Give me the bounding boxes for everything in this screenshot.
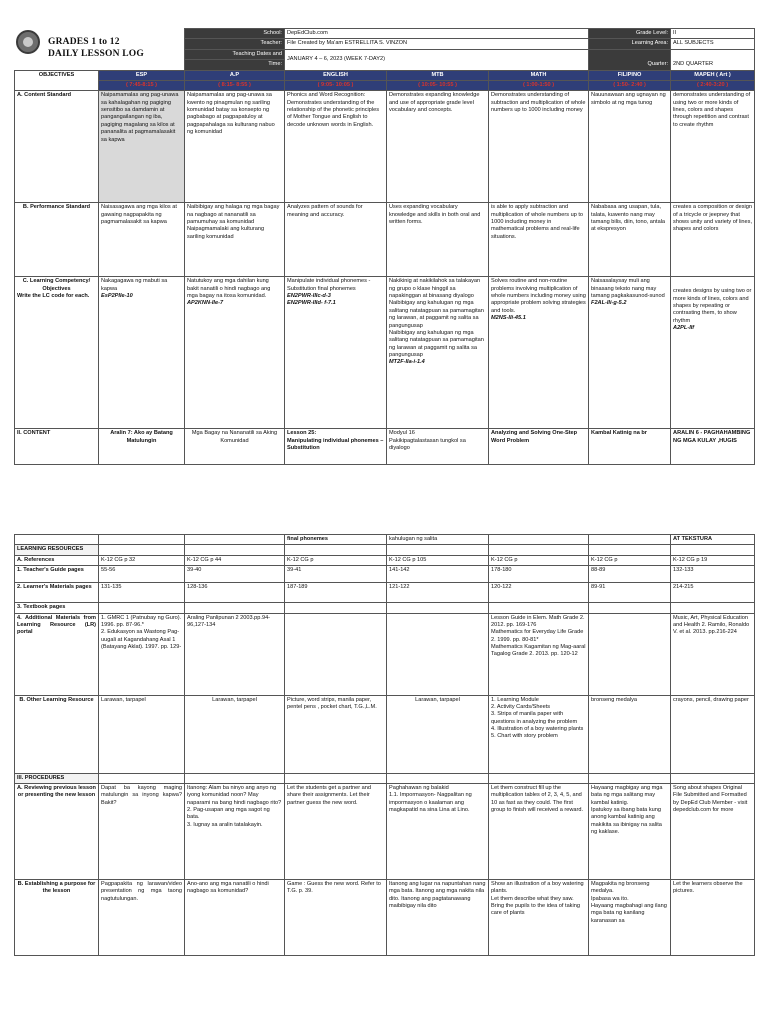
table-cell: 128-136 [185, 583, 285, 603]
competency-code: M2NS-IIi-45.1 [491, 315, 526, 322]
table-cell [185, 603, 285, 613]
grade-level-value: II [671, 29, 755, 39]
competency-code: F2AL-IIi-g-5.2 [591, 300, 627, 307]
table-cell: 88-89 [589, 566, 671, 583]
table-cell: crayons, pencil, drawing paper [671, 695, 755, 773]
table-cell: Game : Guess the new word. Refer to T.G. p. 39. [285, 879, 387, 955]
table-cell: Larawan, tarpapel [387, 695, 489, 773]
competency-code: AP2KNN-IIe-7 [187, 300, 224, 307]
table-row [15, 429, 755, 465]
table-cell: 1. GMRC 1 (Patnubay ng Guro). 1996. pp. 87-96.* 2. Edukasyon sa Wastong Pag-uugali at Kagandahang Asal 1 (Batayang Aklat). 1997. pp. 129- [99, 613, 185, 695]
teaching-dates-value: JANUARY 4 – 6, 2023 (WEEK 7-DAY2) [285, 49, 589, 70]
competency-label [15, 277, 99, 429]
table-cell [99, 277, 185, 429]
subject-ap: A.P [185, 70, 285, 80]
table-cell: Uses expanding vocabulary knowledge and skills in both oral and written forms. [387, 203, 489, 277]
table-cell: Kambal Katinig na br [589, 429, 671, 465]
competency-text: Nakagagawa ng mabuti sa kapwa [101, 278, 168, 292]
table-row [15, 773, 755, 783]
table-cell: Itanong ang lugar na napuntahan nang mga bata. Itanong ang mga nakita nila dito. Itanong ang pagtatanawang maibibigay nila dito [387, 879, 489, 955]
teacher-label: Teacher: [185, 39, 285, 49]
table-cell [671, 603, 755, 613]
table-cell: Let the students get a partner and share their assignments. Let their partner guess the new word. [285, 783, 387, 879]
competency-title: C. Learning Competency/ Objectives [22, 278, 91, 292]
table-cell: K-12 CG p [285, 555, 387, 565]
time-esp: ( 7:45-8:15 ) [99, 80, 185, 90]
table-cell: Ano-ano ang mga nanatili o hindi nagbago sa komunidad? [185, 879, 285, 955]
content-label: II. CONTENT [15, 429, 99, 465]
table-cell: Aralin 7: Ako ay Batang Matulungin [99, 429, 185, 465]
procedures-label: III. PROCEDURES [15, 773, 99, 783]
subject-esp: ESP [99, 70, 185, 80]
table-cell: 178-180 [489, 566, 589, 583]
competency-code: EN2PWR-IIIc-d-3 EN2PWR-IIId- f-7.1 [287, 293, 336, 307]
table-cell: Larawan, tarpapel [185, 695, 285, 773]
competency-sub-label: Write the LC code for each. [17, 293, 90, 299]
table-row [15, 879, 755, 955]
competency-text: Solves routine and non-routine problems involving multiplication of whole numbers including money using appropriate problem solving strategies and tools. [491, 278, 586, 314]
time-mapeh: ( 2:40-3:20 ) [671, 80, 755, 90]
table-cell: Picture, word strips, manila paper, pentel pens , pocket chart, T.G.,L.M. [285, 695, 387, 773]
table-cell [185, 535, 285, 545]
other-resources-label: B. Other Learning Resource [15, 695, 99, 773]
table-cell: K-12 CG p [489, 555, 589, 565]
table-row [15, 203, 755, 277]
table-cell: Demonstrates understanding of subtraction and multiplication of whole numbers up to 1000 including money [489, 91, 589, 203]
table-cell: Song about shapes Original File Submitted and Formatted by DepEd Club Member - visit depedclub.com for more [671, 783, 755, 879]
table-cell: Pagpapakita ng larawan/video presentation ng mga taong nagtutulungan. [99, 879, 185, 955]
quarter-value: 2ND QUARTER [671, 49, 755, 70]
table-cell [285, 277, 387, 429]
references-label: A. References [15, 555, 99, 565]
table-cell: 39-40 [185, 566, 285, 583]
objectives-header: OBJECTIVES [15, 70, 99, 91]
table-cell [285, 613, 387, 695]
table-row [15, 783, 755, 879]
table-cell: Nauunawaan ang ugnayan ng simbolo at ng mga tunog [589, 91, 671, 203]
table-cell [589, 613, 671, 695]
competency-text: Naisasalaysay muli ang binasang teksto nang may tamang pagkakasunod-sunod [591, 278, 665, 299]
table-cell: Mga Bagay na Nananatili sa Aking Komunidad [185, 429, 285, 465]
table-cell [489, 603, 589, 613]
table-cell [99, 535, 185, 545]
learners-materials-label: 2. Learner's Materials pages [15, 583, 99, 603]
additional-materials-label: 4. Additional Materials from Learning Resource (LR) portal [15, 613, 99, 695]
learning-resources-label: LEARNING RESOURCES [15, 545, 99, 555]
learning-area-label: Learning Area: [589, 39, 671, 49]
time-math: ( 1:00-1:50 ) [489, 80, 589, 90]
table-cell: Lesson Guide in Elem. Math Grade 2. 2012. pp. 169-176 Mathematics for Everyday Life Grade 2. 1999. pp. 80-81* Mathematics Kagamitan ng Mag-aaral Tagalog Grade 2. 2013. pp. 120-12 [489, 613, 589, 695]
table-cell: demonstrates understanding of using two or more kinds of lines, colors and shapes through repetition and contrast to create rhythm [671, 91, 755, 203]
table-cell [387, 603, 489, 613]
teachers-guide-label: 1. Teacher's Guide pages [15, 566, 99, 583]
lesson-log-table-bottom [14, 534, 755, 956]
table-cell: 120-122 [489, 583, 589, 603]
competency-code: MT2F-IIa-i-1.4 [389, 359, 425, 366]
teacher-value: File Created by Ma'am ESTRELLITA S. VINZON [285, 39, 589, 49]
table-row [15, 583, 755, 603]
brand-title: GRADES 1 to 12 [48, 37, 120, 47]
table-cell: K-12 CG p 105 [387, 555, 489, 565]
table-cell: 132-133 [671, 566, 755, 583]
table-cell [387, 277, 489, 429]
table-cell: 1. Learning Module 2. Activity Cards/Sheets 3. Strips of manila paper with questions in analyzing the problem 4. Illustration of a boy watering plants 5. Chart with story problem [489, 695, 589, 773]
table-cell: Naipamamalas ang pag-unawa sa kahalagahan ng pagiging sensitibo sa damdamin at pangangailangan ng iba, pagiging magalang sa kilos at pananalita at pagmamalasakit sa kapwa [99, 91, 185, 203]
table-cell: ARALIN 6 - PAGHAHAMBING NG MGA KULAY ,HUGIS [671, 429, 755, 465]
purpose-label: B. Establishing a purpose for the lesson [15, 879, 99, 955]
table-cell [15, 535, 99, 545]
table-row [15, 277, 755, 429]
table-cell: Magpakita ng bronseng medalya. Ipabasa wa ito. Hayaang magbahagi ang ilang mga bata ng kanilang karanasan sa [589, 879, 671, 955]
table-cell: Demonstrates expanding knowledge and use of appropriate grade level vocabulary and concepts. [387, 91, 489, 203]
table-cell: Itanong: Alam ba ninyo ang anyo ng iyong komunidad noon? May naparami na bang hindi nagbago rito? 2. Pag-usapan ang mga sagot ng bata. 3. Iugnay sa aralin tatalakayin. [185, 783, 285, 879]
table-cell: AT TEKSTURA [671, 535, 755, 545]
table-cell: Larawan, tarpapel [99, 695, 185, 773]
table-cell: creates a composition or design of a tricycle or jeepney that shows unity and variety of lines, shapes and colors [671, 203, 755, 277]
table-cell: bronseng medalya [589, 695, 671, 773]
time-label: Time: [185, 60, 285, 70]
table-cell: Lesson 25: Manipulating individual phonemes – Substitution [285, 429, 387, 465]
table-cell [99, 603, 185, 613]
competency-text: creates designs by using two or more kinds of lines, colors and shapes by repeating or contrasting them, to show rhythm [673, 288, 752, 324]
table-row [15, 555, 755, 565]
learning-area-value: ALL SUBJECTS [671, 39, 755, 49]
brand-subtitle: DAILY LESSON LOG [48, 49, 144, 59]
competency-text: Nakikinig at nakikilahok sa talakayan ng grupo o klase hinggil sa napakinggan at binasang diyalogo Naibibigay ang kahulugan ng mga salitang natatagpuan sa pamamagitan ng larawan, at paggamit ng salita sa pangungusap Naibibigay ang kahulugan ng mga salitang natatagpuan sa pamamagitan ng larawan at paggamit ng salita sa pangungusap [389, 278, 484, 358]
table-cell: 121-122 [387, 583, 489, 603]
school-value: DepEdClub.com [285, 29, 589, 39]
quarter-label: Quarter: [589, 49, 671, 70]
table-cell: Let the learners observe the pictures. [671, 879, 755, 955]
table-cell: Paghahawan ng balakid 1.1. Impormasyon- Nagpalitan ng impormasyon o kaalaman ang magkapatid na sina Lina at Lino. [387, 783, 489, 879]
subject-filipino: FILIPINO [589, 70, 671, 80]
table-cell: 39-41 [285, 566, 387, 583]
table-cell: Phonics and Word Recognition: Demonstrates understanding of the relationship of the phonetic principles of Mother Tongue and English to decode unknown words in English. [285, 91, 387, 203]
table-cell: Modyul 16 Pakikipagtalastasan tungkol sa diyalogo [387, 429, 489, 465]
subject-mapeh: MAPEH ( Art ) [671, 70, 755, 80]
table-row [15, 545, 755, 555]
grade-level-label: Grade Level: [589, 29, 671, 39]
table-row [15, 695, 755, 773]
table-cell: 55-56 [99, 566, 185, 583]
table-cell: Hayaang magbigay ang mga bata ng mga salitang may kambal katinig. Ipatukoy sa ibang bata kung anong kambal katinig ang makikita sa ibinigay na salita ng kaklase. [589, 783, 671, 879]
table-cell [589, 535, 671, 545]
table-cell: 131-135 [99, 583, 185, 603]
table-cell: Nababasa ang usapan, tula, talata, kuwento nang may tamang bilis, diin, tono, antala at ekspresyon [589, 203, 671, 277]
table-row [15, 613, 755, 695]
table-cell: Music, Art, Physical Education and Health 2. Ramilo, Ronaldo V. et al. 2013. pp.216-224 [671, 613, 755, 695]
table-row [15, 603, 755, 613]
subject-mtb: MTB [387, 70, 489, 80]
time-english: ( 9:05- 10:05 ) [285, 80, 387, 90]
competency-code: EsP2PIIe-10 [101, 293, 133, 299]
table-row [15, 566, 755, 583]
table-cell [489, 277, 589, 429]
table-cell [185, 277, 285, 429]
table-cell: Analyzing and Solving One-Step Word Problem [489, 429, 589, 465]
table-cell: K-12 CG p 19 [671, 555, 755, 565]
competency-code: A2PL-IIf [673, 325, 695, 332]
table-row [15, 535, 755, 545]
table-cell: is able to apply subtraction and multiplication of whole numbers up to 1000 including money in mathematical problems and real-life situations. [489, 203, 589, 277]
table-cell [671, 277, 755, 429]
competency-text: Natutukoy ang mga dahilan kung bakit nanatili o hindi nagbago ang mga bagay na itosa komunidad. [187, 278, 271, 299]
table-cell: Analyzes pattern of sounds for meaning and accuracy. [285, 203, 387, 277]
table-cell [589, 277, 671, 429]
teaching-dates-label: Teaching Dates and [185, 49, 285, 59]
competency-text: Manipulate individual phonemes -Substitution final phonemes [287, 278, 371, 292]
subject-math: MATH [489, 70, 589, 80]
table-cell: 187-189 [285, 583, 387, 603]
time-ap: ( 8:15- 8:55 ) [185, 80, 285, 90]
time-filipino: ( 1:50- 2:40 ) [589, 80, 671, 90]
table-cell: K-12 CG p 32 [99, 555, 185, 565]
table-cell: Let them construct fill up the multiplication tables of 2, 3, 4, 5, and 10 as fast as they could. The first group to finish will received a reward. [489, 783, 589, 879]
subject-english: ENGLISH [285, 70, 387, 80]
table-row [15, 91, 755, 203]
table-cell: Naipamamalas ang pag-unawa sa kwento ng pinagmulan ng sariling komunidad batay sa konsepto ng pagbabago at pagpapatuloy at pagpapahalaga sa kulturang nabuo ng komunidad [185, 91, 285, 203]
table-cell: 89-91 [589, 583, 671, 603]
reviewing-label: A. Reviewing previous lesson or presenting the new lesson [15, 783, 99, 879]
table-cell: kahulugan ng salita [387, 535, 489, 545]
table-cell: 141-142 [387, 566, 489, 583]
table-cell: Show an illustration of a boy watering plants. Let them describe what they saw. Bring the pupils to the idea of taking care of plants [489, 879, 589, 955]
school-label: School: [185, 29, 285, 39]
table-cell: Araling Panlipunan 2 2003.pp.94-96,127-134 [185, 613, 285, 695]
content-standard-label: A. Content Standard [15, 91, 99, 203]
table-cell: K-12 CG p 44 [185, 555, 285, 565]
time-mtb: ( 10:05- 10:55 ) [387, 80, 489, 90]
performance-standard-label: B. Performance Standard [15, 203, 99, 277]
table-cell: Dapat ba kayong maging matulungin sa inyong kapwa? Bakit? [99, 783, 185, 879]
table-cell [489, 535, 589, 545]
table-cell: 214-215 [671, 583, 755, 603]
textbook-label: 3. Textbook pages [15, 603, 99, 613]
table-cell: final phonemes [285, 535, 387, 545]
table-cell: Naisasagawa ang mga kilos at gawaing nagpapakita ng pagmamalasakit sa kapwa [99, 203, 185, 277]
table-cell: Naibibigay ang halaga ng mga bagay na nagbago at nananatili sa pamumuhay sa komunidad Naipagmamalaki ang kulturang sariling komunidad [185, 203, 285, 277]
lesson-log-table-top [14, 28, 755, 465]
table-cell [589, 603, 671, 613]
table-cell [285, 603, 387, 613]
table-cell: K-12 CG p [589, 555, 671, 565]
table-cell [387, 613, 489, 695]
